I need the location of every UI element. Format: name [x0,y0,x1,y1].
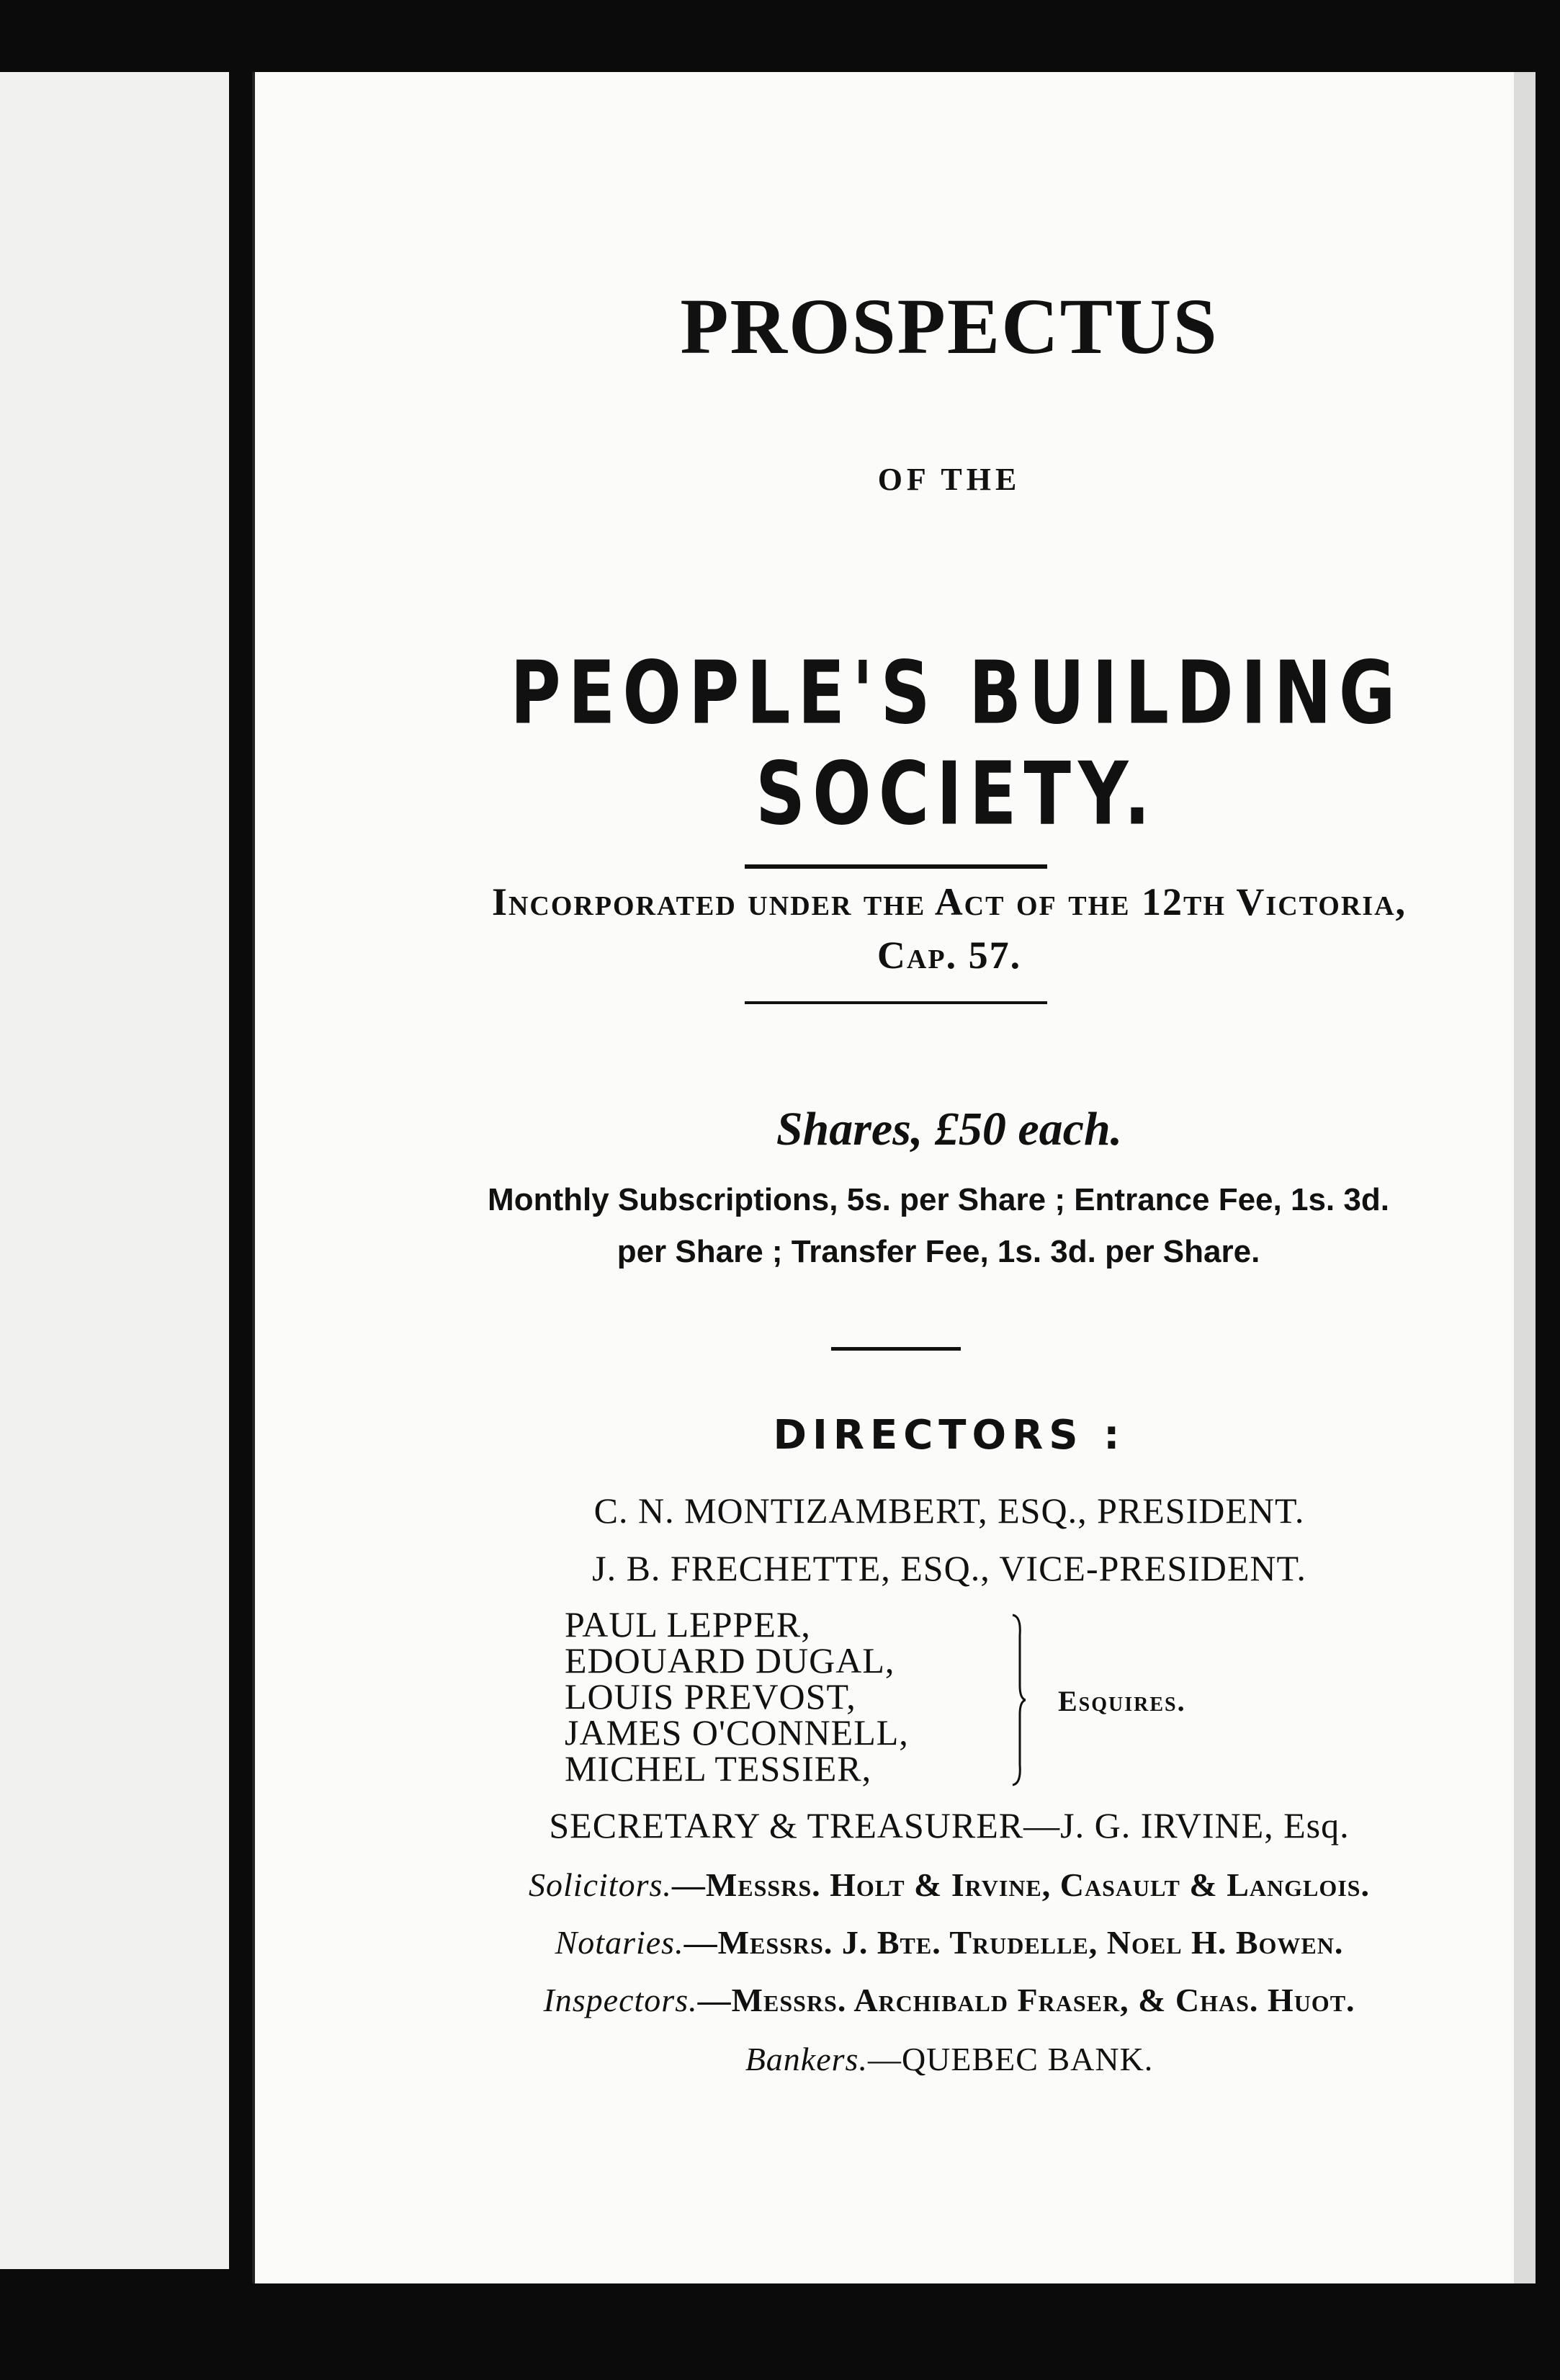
incorporation-line-2: Cap. 57. [877,934,1022,977]
inspectors-names: —Messrs. Archibald Fraser, & Chas. Huot. [697,1982,1355,2018]
president-line: C. N. MONTIZAMBERT, ESQ., PRESIDENT. [593,1490,1305,1531]
director-list [565,1604,909,1789]
director-name: EDOUARD DUGAL, [565,1640,895,1681]
inspectors-line [255,1981,1514,2019]
bankers-line [255,2040,1514,2078]
solicitors-role: Solicitors. [529,1866,672,1903]
vice-president-line: J. B. FRECHETTE, ESQ., VICE-PRESIDENT. [592,1548,1306,1588]
notaries-role: Notaries. [555,1924,684,1961]
document-title: PROSPECTUS [680,282,1219,370]
fees-text [421,1174,1456,1278]
bankers-role: Bankers. [745,2041,868,2077]
director-name: MICHEL TESSIER, [565,1748,872,1789]
secretary-line: SECRETARY & TREASURER—J. G. IRVINE, Esq. [549,1805,1350,1846]
fees-line-2: per Share ; Transfer Fee, 1s. 3d. per Share. [617,1234,1260,1269]
divider-rule [831,1347,961,1351]
society-name: PEOPLE'S BUILDING SOCIETY. [510,643,1403,844]
divider-rule [745,864,1047,869]
incorporation-note [255,875,1514,982]
inspectors-role: Inspectors. [543,1982,698,2018]
page-edge [1511,72,1536,2283]
directors-heading: DIRECTORS : [773,1412,1126,1459]
director-name: LOUIS PREVOST, [565,1676,856,1717]
notaries-line [255,1923,1514,1961]
director-name: PAUL LEPPER, [565,1604,811,1645]
solicitors-line [255,1866,1514,1904]
solicitors-names: —Messrs. Holt & Irvine, Casault & Langlois. [671,1866,1370,1903]
incorporation-line-1: Incorporated under the Act of the 12th Victoria, [491,880,1407,923]
bankers-name: —QUEBEC BANK. [867,2041,1154,2077]
director-name: JAMES O'CONNELL, [565,1712,909,1753]
of-the-subtitle: OF THE [877,462,1021,497]
facing-page [0,72,229,2269]
prospectus-page [252,72,1514,2283]
shares-headline: Shares, £50 each. [776,1103,1123,1155]
divider-rule [745,1001,1047,1004]
esquires-label: Esquires. [1058,1685,1186,1717]
notaries-names: —Messrs. J. Bte. Trudelle, Noel H. Bowen. [683,1924,1344,1961]
fees-line-1: Monthly Subscriptions, 5s. per Share ; Entrance Fee, 1s. 3d. [488,1182,1389,1217]
right-brace [1011,1614,1026,1786]
